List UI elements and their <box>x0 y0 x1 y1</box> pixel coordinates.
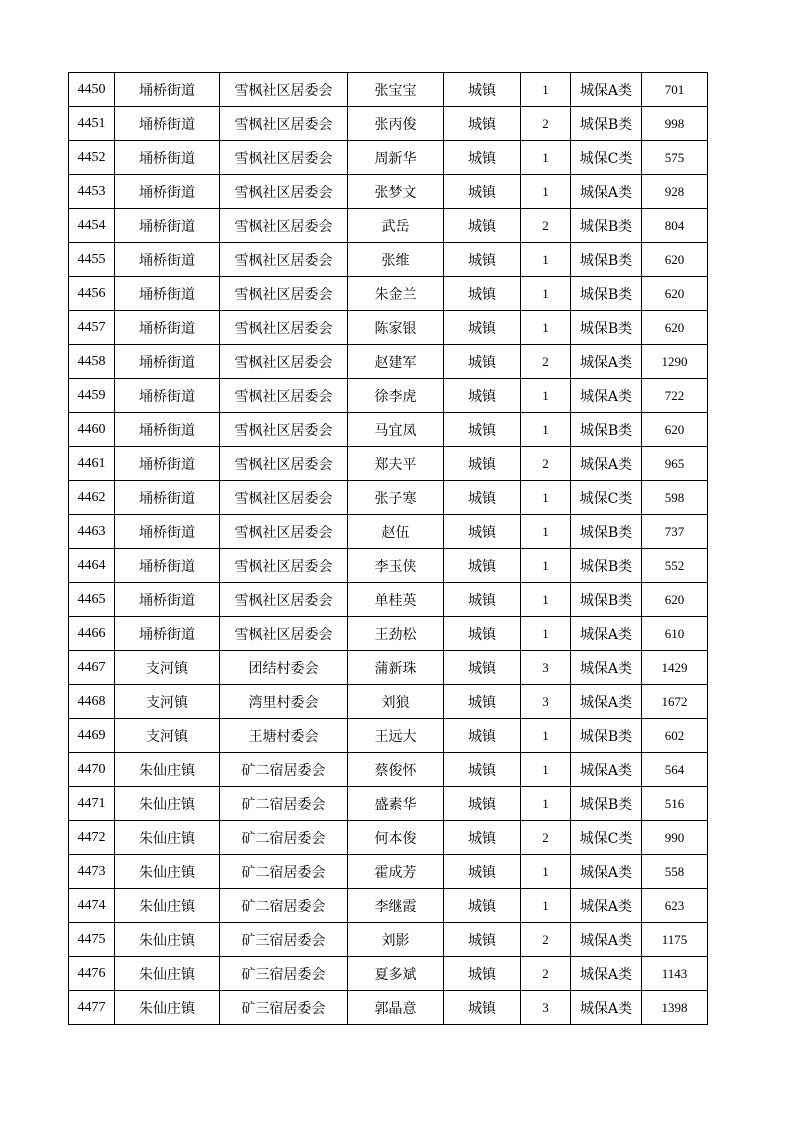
cell-person-name: 单桂英 <box>348 583 444 617</box>
cell-committee: 矿三宿居委会 <box>220 923 348 957</box>
cell-person-name: 夏多斌 <box>348 957 444 991</box>
cell-insurance-category: 城保A类 <box>571 617 642 651</box>
cell-street: 埇桥街道 <box>115 311 220 345</box>
cell-area-type: 城镇 <box>444 481 521 515</box>
record-table <box>68 72 708 1025</box>
cell-area-type: 城镇 <box>444 889 521 923</box>
cell-record-number: 4474 <box>69 889 115 923</box>
cell-record-number: 4460 <box>69 413 115 447</box>
cell-person-name: 赵建军 <box>348 345 444 379</box>
cell-insurance-category: 城保A类 <box>571 957 642 991</box>
cell-insurance-category: 城保B类 <box>571 413 642 447</box>
cell-person-name: 王劲松 <box>348 617 444 651</box>
cell-street: 埇桥街道 <box>115 243 220 277</box>
cell-committee: 雪枫社区居委会 <box>220 243 348 277</box>
cell-area-type: 城镇 <box>444 175 521 209</box>
cell-area-type: 城镇 <box>444 787 521 821</box>
cell-amount: 990 <box>642 821 708 855</box>
cell-area-type: 城镇 <box>444 209 521 243</box>
cell-area-type: 城镇 <box>444 447 521 481</box>
cell-amount: 620 <box>642 311 708 345</box>
cell-household-count: 1 <box>521 243 571 277</box>
table-row <box>69 617 708 651</box>
cell-record-number: 4475 <box>69 923 115 957</box>
cell-insurance-category: 城保C类 <box>571 821 642 855</box>
cell-amount: 1672 <box>642 685 708 719</box>
table-row <box>69 787 708 821</box>
cell-record-number: 4477 <box>69 991 115 1025</box>
cell-amount: 558 <box>642 855 708 889</box>
cell-amount: 620 <box>642 583 708 617</box>
cell-household-count: 2 <box>521 345 571 379</box>
table-row <box>69 175 708 209</box>
cell-insurance-category: 城保B类 <box>571 787 642 821</box>
cell-household-count: 1 <box>521 311 571 345</box>
table-row <box>69 209 708 243</box>
cell-person-name: 徐李虎 <box>348 379 444 413</box>
cell-record-number: 4472 <box>69 821 115 855</box>
table-row <box>69 73 708 107</box>
cell-area-type: 城镇 <box>444 379 521 413</box>
cell-amount: 610 <box>642 617 708 651</box>
cell-household-count: 1 <box>521 515 571 549</box>
table-row <box>69 413 708 447</box>
cell-committee: 雪枫社区居委会 <box>220 549 348 583</box>
cell-amount: 602 <box>642 719 708 753</box>
cell-person-name: 李玉侠 <box>348 549 444 583</box>
cell-committee: 雪枫社区居委会 <box>220 481 348 515</box>
cell-committee: 雪枫社区居委会 <box>220 617 348 651</box>
cell-household-count: 1 <box>521 549 571 583</box>
cell-area-type: 城镇 <box>444 719 521 753</box>
cell-amount: 620 <box>642 277 708 311</box>
cell-insurance-category: 城保B类 <box>571 549 642 583</box>
cell-street: 埇桥街道 <box>115 549 220 583</box>
cell-insurance-category: 城保A类 <box>571 889 642 923</box>
cell-street: 埇桥街道 <box>115 617 220 651</box>
cell-committee: 雪枫社区居委会 <box>220 379 348 413</box>
cell-street: 朱仙庄镇 <box>115 991 220 1025</box>
cell-person-name: 王远大 <box>348 719 444 753</box>
cell-area-type: 城镇 <box>444 141 521 175</box>
cell-street: 朱仙庄镇 <box>115 753 220 787</box>
cell-street: 朱仙庄镇 <box>115 855 220 889</box>
table-row <box>69 481 708 515</box>
cell-insurance-category: 城保A类 <box>571 447 642 481</box>
cell-household-count: 1 <box>521 379 571 413</box>
cell-person-name: 盛素华 <box>348 787 444 821</box>
cell-insurance-category: 城保B类 <box>571 107 642 141</box>
cell-person-name: 马宜凤 <box>348 413 444 447</box>
cell-committee: 矿二宿居委会 <box>220 855 348 889</box>
cell-record-number: 4462 <box>69 481 115 515</box>
cell-insurance-category: 城保A类 <box>571 175 642 209</box>
cell-insurance-category: 城保A类 <box>571 923 642 957</box>
cell-amount: 737 <box>642 515 708 549</box>
cell-committee: 雪枫社区居委会 <box>220 73 348 107</box>
cell-record-number: 4469 <box>69 719 115 753</box>
cell-household-count: 3 <box>521 991 571 1025</box>
cell-amount: 552 <box>642 549 708 583</box>
cell-household-count: 2 <box>521 923 571 957</box>
cell-household-count: 2 <box>521 957 571 991</box>
cell-insurance-category: 城保C类 <box>571 481 642 515</box>
cell-amount: 701 <box>642 73 708 107</box>
cell-street: 埇桥街道 <box>115 481 220 515</box>
cell-area-type: 城镇 <box>444 991 521 1025</box>
cell-area-type: 城镇 <box>444 345 521 379</box>
cell-person-name: 郑夫平 <box>348 447 444 481</box>
table-row <box>69 277 708 311</box>
cell-area-type: 城镇 <box>444 753 521 787</box>
cell-street: 支河镇 <box>115 719 220 753</box>
cell-street: 埇桥街道 <box>115 379 220 413</box>
cell-person-name: 张宝宝 <box>348 73 444 107</box>
cell-record-number: 4457 <box>69 311 115 345</box>
cell-record-number: 4450 <box>69 73 115 107</box>
cell-area-type: 城镇 <box>444 515 521 549</box>
cell-person-name: 赵伍 <box>348 515 444 549</box>
cell-household-count: 1 <box>521 413 571 447</box>
cell-insurance-category: 城保A类 <box>571 991 642 1025</box>
cell-household-count: 2 <box>521 209 571 243</box>
cell-household-count: 3 <box>521 651 571 685</box>
cell-household-count: 1 <box>521 175 571 209</box>
cell-street: 朱仙庄镇 <box>115 923 220 957</box>
cell-committee: 雪枫社区居委会 <box>220 583 348 617</box>
cell-person-name: 蔡俊怀 <box>348 753 444 787</box>
cell-amount: 516 <box>642 787 708 821</box>
cell-area-type: 城镇 <box>444 107 521 141</box>
table-row <box>69 651 708 685</box>
cell-street: 埇桥街道 <box>115 583 220 617</box>
cell-insurance-category: 城保A类 <box>571 73 642 107</box>
cell-insurance-category: 城保A类 <box>571 753 642 787</box>
cell-record-number: 4458 <box>69 345 115 379</box>
cell-street: 埇桥街道 <box>115 141 220 175</box>
cell-street: 朱仙庄镇 <box>115 889 220 923</box>
cell-area-type: 城镇 <box>444 821 521 855</box>
cell-household-count: 1 <box>521 73 571 107</box>
cell-amount: 722 <box>642 379 708 413</box>
cell-insurance-category: 城保A类 <box>571 855 642 889</box>
cell-insurance-category: 城保A类 <box>571 685 642 719</box>
cell-household-count: 1 <box>521 583 571 617</box>
cell-area-type: 城镇 <box>444 855 521 889</box>
cell-record-number: 4466 <box>69 617 115 651</box>
cell-household-count: 1 <box>521 855 571 889</box>
cell-street: 埇桥街道 <box>115 515 220 549</box>
cell-household-count: 1 <box>521 889 571 923</box>
table-row <box>69 855 708 889</box>
cell-area-type: 城镇 <box>444 651 521 685</box>
table-row <box>69 379 708 413</box>
cell-area-type: 城镇 <box>444 549 521 583</box>
cell-committee: 雪枫社区居委会 <box>220 141 348 175</box>
cell-record-number: 4468 <box>69 685 115 719</box>
table-row <box>69 821 708 855</box>
cell-street: 朱仙庄镇 <box>115 957 220 991</box>
cell-insurance-category: 城保A类 <box>571 651 642 685</box>
cell-area-type: 城镇 <box>444 957 521 991</box>
table-row <box>69 923 708 957</box>
cell-insurance-category: 城保B类 <box>571 209 642 243</box>
cell-insurance-category: 城保B类 <box>571 277 642 311</box>
table-row <box>69 243 708 277</box>
cell-committee: 矿二宿居委会 <box>220 787 348 821</box>
cell-amount: 575 <box>642 141 708 175</box>
cell-record-number: 4459 <box>69 379 115 413</box>
cell-person-name: 刘影 <box>348 923 444 957</box>
table-row <box>69 447 708 481</box>
cell-amount: 965 <box>642 447 708 481</box>
cell-committee: 雪枫社区居委会 <box>220 209 348 243</box>
cell-area-type: 城镇 <box>444 243 521 277</box>
cell-area-type: 城镇 <box>444 413 521 447</box>
cell-committee: 矿二宿居委会 <box>220 889 348 923</box>
cell-record-number: 4452 <box>69 141 115 175</box>
cell-street: 埇桥街道 <box>115 413 220 447</box>
cell-person-name: 霍成芳 <box>348 855 444 889</box>
cell-record-number: 4471 <box>69 787 115 821</box>
cell-household-count: 1 <box>521 141 571 175</box>
cell-household-count: 1 <box>521 753 571 787</box>
cell-record-number: 4473 <box>69 855 115 889</box>
record-table-body <box>69 73 708 1025</box>
cell-amount: 564 <box>642 753 708 787</box>
cell-committee: 雪枫社区居委会 <box>220 345 348 379</box>
cell-area-type: 城镇 <box>444 617 521 651</box>
cell-committee: 团结村委会 <box>220 651 348 685</box>
cell-household-count: 1 <box>521 277 571 311</box>
cell-record-number: 4456 <box>69 277 115 311</box>
cell-record-number: 4467 <box>69 651 115 685</box>
cell-person-name: 张子寒 <box>348 481 444 515</box>
cell-insurance-category: 城保B类 <box>571 311 642 345</box>
cell-household-count: 2 <box>521 107 571 141</box>
cell-person-name: 朱金兰 <box>348 277 444 311</box>
cell-household-count: 1 <box>521 787 571 821</box>
cell-committee: 雪枫社区居委会 <box>220 107 348 141</box>
cell-amount: 1429 <box>642 651 708 685</box>
cell-household-count: 2 <box>521 821 571 855</box>
cell-person-name: 武岳 <box>348 209 444 243</box>
cell-street: 埇桥街道 <box>115 107 220 141</box>
cell-person-name: 张丙俊 <box>348 107 444 141</box>
cell-person-name: 张梦文 <box>348 175 444 209</box>
cell-amount: 1290 <box>642 345 708 379</box>
table-row <box>69 583 708 617</box>
cell-record-number: 4461 <box>69 447 115 481</box>
cell-area-type: 城镇 <box>444 277 521 311</box>
cell-street: 埇桥街道 <box>115 345 220 379</box>
cell-area-type: 城镇 <box>444 73 521 107</box>
cell-insurance-category: 城保B类 <box>571 583 642 617</box>
cell-street: 埇桥街道 <box>115 209 220 243</box>
cell-area-type: 城镇 <box>444 583 521 617</box>
cell-amount: 1143 <box>642 957 708 991</box>
cell-record-number: 4470 <box>69 753 115 787</box>
cell-person-name: 郭晶意 <box>348 991 444 1025</box>
cell-committee: 雪枫社区居委会 <box>220 277 348 311</box>
cell-amount: 998 <box>642 107 708 141</box>
cell-committee: 雪枫社区居委会 <box>220 175 348 209</box>
table-row <box>69 549 708 583</box>
cell-person-name: 陈家银 <box>348 311 444 345</box>
cell-amount: 1398 <box>642 991 708 1025</box>
cell-record-number: 4451 <box>69 107 115 141</box>
cell-street: 埇桥街道 <box>115 447 220 481</box>
cell-record-number: 4476 <box>69 957 115 991</box>
cell-person-name: 蒲新珠 <box>348 651 444 685</box>
cell-person-name: 周新华 <box>348 141 444 175</box>
cell-committee: 矿二宿居委会 <box>220 753 348 787</box>
table-row <box>69 311 708 345</box>
cell-area-type: 城镇 <box>444 311 521 345</box>
table-row <box>69 753 708 787</box>
cell-committee: 矿二宿居委会 <box>220 821 348 855</box>
cell-amount: 1175 <box>642 923 708 957</box>
cell-amount: 804 <box>642 209 708 243</box>
cell-amount: 928 <box>642 175 708 209</box>
cell-amount: 598 <box>642 481 708 515</box>
cell-amount: 620 <box>642 243 708 277</box>
table-row <box>69 889 708 923</box>
cell-amount: 623 <box>642 889 708 923</box>
cell-person-name: 刘狼 <box>348 685 444 719</box>
cell-street: 埇桥街道 <box>115 73 220 107</box>
cell-household-count: 1 <box>521 617 571 651</box>
cell-household-count: 3 <box>521 685 571 719</box>
table-row <box>69 107 708 141</box>
table-row <box>69 141 708 175</box>
cell-insurance-category: 城保A类 <box>571 345 642 379</box>
cell-street: 埇桥街道 <box>115 277 220 311</box>
cell-record-number: 4465 <box>69 583 115 617</box>
cell-street: 支河镇 <box>115 685 220 719</box>
cell-household-count: 1 <box>521 719 571 753</box>
cell-insurance-category: 城保B类 <box>571 243 642 277</box>
cell-committee: 雪枫社区居委会 <box>220 311 348 345</box>
table-row <box>69 345 708 379</box>
cell-insurance-category: 城保B类 <box>571 515 642 549</box>
table-row <box>69 685 708 719</box>
cell-area-type: 城镇 <box>444 923 521 957</box>
cell-insurance-category: 城保B类 <box>571 719 642 753</box>
table-row <box>69 719 708 753</box>
cell-street: 朱仙庄镇 <box>115 821 220 855</box>
cell-record-number: 4464 <box>69 549 115 583</box>
cell-person-name: 张维 <box>348 243 444 277</box>
cell-street: 支河镇 <box>115 651 220 685</box>
cell-person-name: 何本俊 <box>348 821 444 855</box>
cell-committee: 雪枫社区居委会 <box>220 447 348 481</box>
cell-insurance-category: 城保A类 <box>571 379 642 413</box>
cell-area-type: 城镇 <box>444 685 521 719</box>
cell-record-number: 4463 <box>69 515 115 549</box>
cell-insurance-category: 城保C类 <box>571 141 642 175</box>
cell-committee: 矿三宿居委会 <box>220 957 348 991</box>
cell-committee: 王塘村委会 <box>220 719 348 753</box>
table-row <box>69 957 708 991</box>
table-row <box>69 515 708 549</box>
cell-household-count: 1 <box>521 481 571 515</box>
cell-record-number: 4455 <box>69 243 115 277</box>
cell-amount: 620 <box>642 413 708 447</box>
cell-committee: 矿三宿居委会 <box>220 991 348 1025</box>
cell-street: 埇桥街道 <box>115 175 220 209</box>
cell-committee: 雪枫社区居委会 <box>220 515 348 549</box>
cell-street: 朱仙庄镇 <box>115 787 220 821</box>
cell-record-number: 4454 <box>69 209 115 243</box>
cell-person-name: 李继霞 <box>348 889 444 923</box>
table-row <box>69 991 708 1025</box>
cell-record-number: 4453 <box>69 175 115 209</box>
cell-household-count: 2 <box>521 447 571 481</box>
cell-committee: 雪枫社区居委会 <box>220 413 348 447</box>
cell-committee: 湾里村委会 <box>220 685 348 719</box>
